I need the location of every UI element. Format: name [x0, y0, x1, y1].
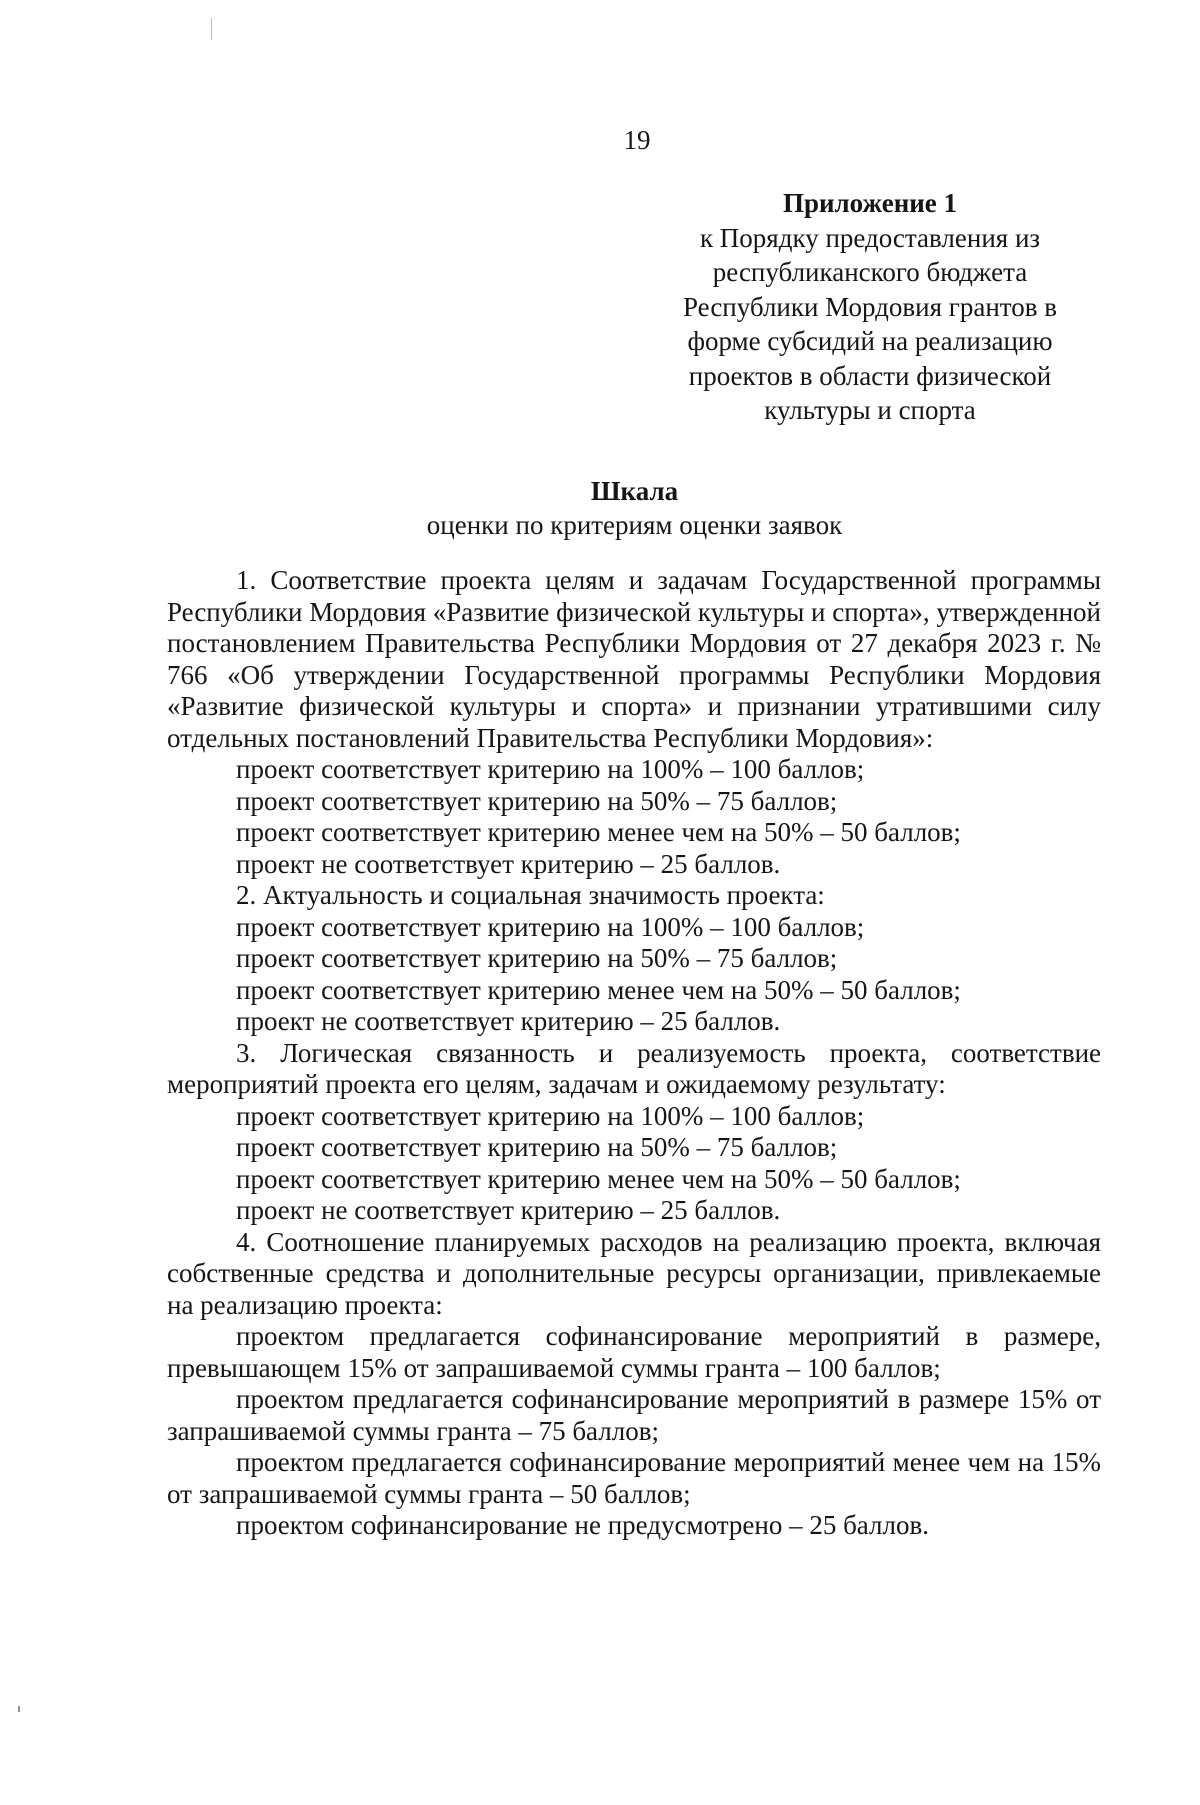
criterion-3-item: проект соответствует критерию на 100% – 100 баллов; — [236, 1100, 865, 1131]
criterion-2-item: проект не соответствует критерию – 25 баллов. — [236, 1006, 781, 1036]
criterion-4-item: проектом предлагается софинансирование мероприятий менее чем на 15% от запрашиваемой суммы гранта – 50 баллов; — [167, 1447, 1101, 1509]
criterion-2-text: 2. Актуальность и социальная значимость проекта: — [236, 880, 825, 910]
criterion-3-item: проект соответствует критерию на 50% – 75 баллов; — [236, 1132, 838, 1162]
page-number: 19 — [623, 125, 651, 155]
criterion-2-item: проект соответствует критерию на 50% – 75 баллов; — [236, 943, 838, 973]
criterion-1-item: проект соответствует критерию менее чем на 50% – 50 баллов; — [236, 817, 961, 847]
criterion-3-text: 3. Логическая связанность и реализуемость проекта, соответствие мероприятий проекта его целям, задачам и ожидаемому результату: — [167, 1037, 1101, 1099]
criterion-1-item: проект соответствует критерию на 50% – 75 баллов; — [236, 785, 838, 816]
appendix-line: Республики Мордовия грантов в — [683, 291, 1057, 322]
criterion-1-item: проект соответствует критерию на 100% – 100 баллов; — [236, 754, 865, 784]
criterion-4-item: проектом предлагается софинансирование мероприятий в размере 15% от запрашиваемой суммы гранта – 75 баллов; — [167, 1384, 1101, 1446]
appendix-block — [650, 186, 1090, 428]
appendix-line: проектов в области физической — [688, 360, 1052, 391]
appendix-line: культуры и спорта — [764, 395, 976, 425]
criterion-4-item: проектом софинансирование не предусмотрено – 25 баллов. — [236, 1510, 929, 1540]
appendix-line: республиканского бюджета — [712, 257, 1028, 287]
criterion-4-text: 4. Соотношение планируемых расходов на реализацию проекта, включая собственные средства и дополнительные ресурсы организации, привлекаемые на реализацию проекта: — [167, 1226, 1101, 1320]
criterion-1-item: проект не соответствует критерию – 25 баллов. — [236, 848, 781, 879]
appendix-title: Приложение 1 — [782, 188, 958, 218]
appendix-line: к Порядку предоставления из — [699, 222, 1041, 253]
document-heading — [167, 474, 1102, 542]
heading-title: Шкала — [590, 476, 679, 506]
scan-artifact — [211, 18, 212, 40]
criterion-1-text: 1. Соответствие проекта целям и задачам Государственной программы Республики Мордовия «Развитие физической культуры и спорта», утвержденной постановлением Правительства Республики Мордовия от 27 декабря 2023 г. № 766 «Об утверждении Государственной программы Республики Мордовия «Развитие физической культуры и спорта» и признании утратившими силу отдельных постановлений Правительства Республики Мордовия»: — [167, 565, 1101, 753]
criterion-2-item: проект соответствует критерию менее чем на 50% – 50 баллов; — [236, 974, 961, 1005]
criterion-3-item: проект не соответствует критерию – 25 баллов. — [236, 1195, 781, 1225]
criterion-3-item: проект соответствует критерию менее чем на 50% – 50 баллов; — [236, 1163, 961, 1194]
criterion-2-item: проект соответствует критерию на 100% – 100 баллов; — [236, 911, 865, 942]
appendix-line: форме субсидий на реализацию — [687, 326, 1053, 356]
scan-artifact — [18, 1706, 20, 1712]
criterion-4-item: проектом предлагается софинансирование мероприятий в размере, превышающем 15% от запрашиваемой суммы гранта – 100 баллов; — [167, 1321, 1101, 1383]
criteria-body — [167, 565, 1101, 1542]
heading-subtitle: оценки по критериям оценки заявок — [426, 510, 843, 540]
